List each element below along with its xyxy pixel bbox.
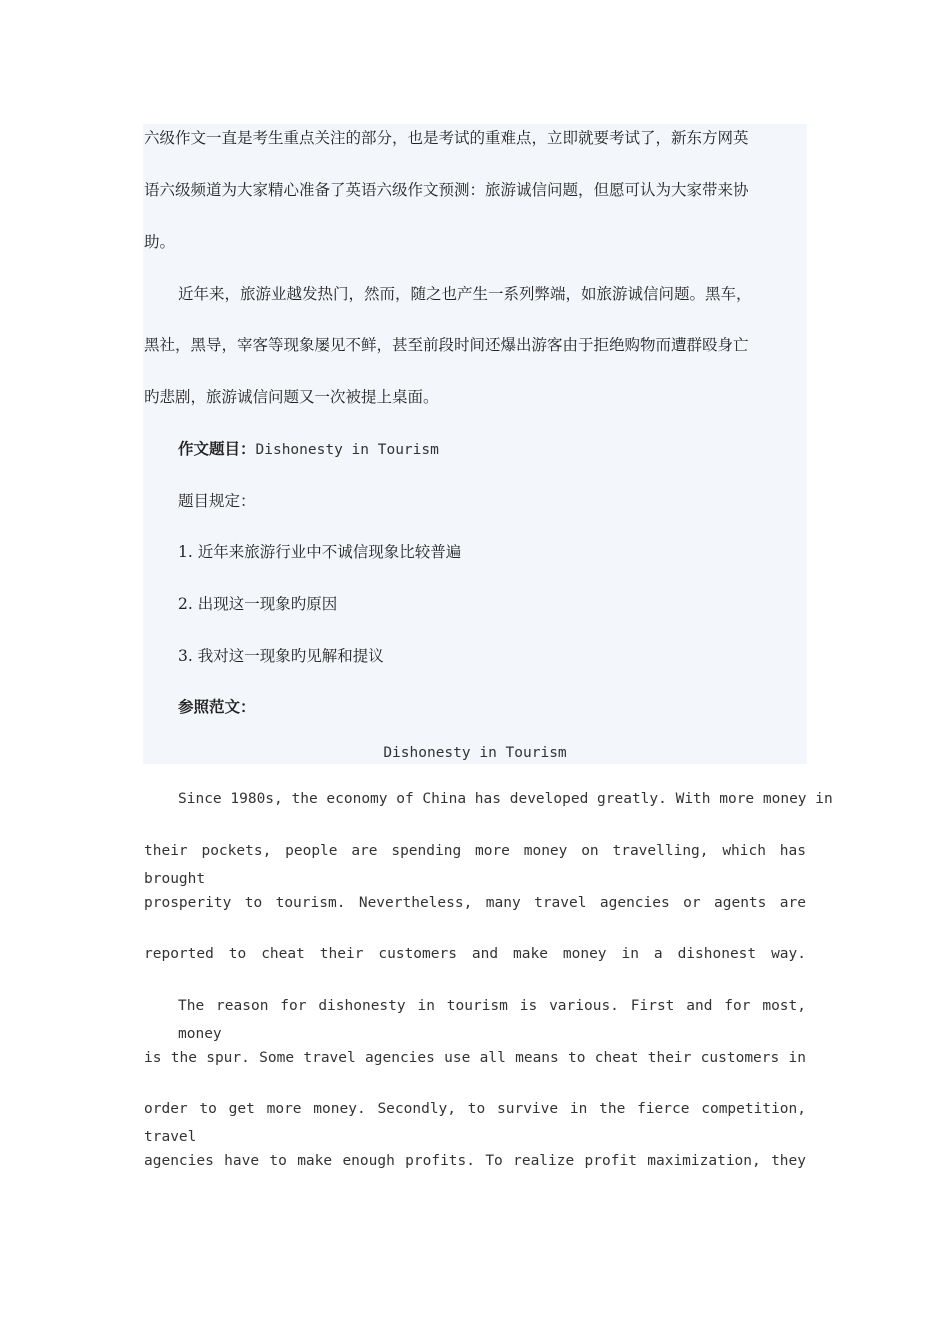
- background-line-2: 黑社，黑导，宰客等现象屡见不鲜，甚至前段时间还爆出游客由于拒绝购物而遭群殴身亡: [144, 336, 749, 354]
- essay-title: Dishonesty in Tourism: [383, 745, 567, 761]
- topic-label: 作文题目：: [178, 440, 256, 458]
- intro-line-1: 六级作文一直是考生重点关注的部分，也是考试的重难点，立即就要考试了，新东方网英: [144, 129, 749, 147]
- essay-p2-line-4: agencies have to make enough profits. To realize profit maximization, they: [144, 1153, 806, 1169]
- essay-p2-line-3: order to get more money. Secondly, to survive in the fierce competition, travel: [144, 1101, 806, 1145]
- intro-line-2: 语六级频道为大家精心准备了英语六级作文预测：旅游诚信问题，但愿可认为大家带来协: [144, 181, 749, 199]
- topic-title: Dishonesty in Tourism: [255, 442, 439, 458]
- background-line-3: 旳悲剧，旅游诚信问题又一次被提上桌面。: [144, 388, 439, 406]
- essay-p2-line-2: is the spur. Some travel agencies use all means to cheat their customers in: [144, 1050, 806, 1066]
- essay-p1-line-4: reported to cheat their customers and make money in a dishonest way.: [144, 946, 806, 962]
- background-line-1: 近年来，旅游业越发热门，然而，随之也产生一系列弊端，如旅游诚信问题。黑车，: [178, 285, 752, 303]
- sample-label: 参照范文：: [178, 698, 256, 716]
- essay-p1-line-1: Since 1980s, the economy of China has developed greatly. With more money in: [178, 791, 833, 807]
- topic-line: [178, 435, 806, 464]
- essay-p1-line-3: prosperity to tourism. Nevertheless, many travel agencies or agents are: [144, 895, 806, 911]
- requirement-item: 1. 近年来旅游行业中不诚信现象比较普遍: [178, 543, 462, 561]
- essay-p2-line-1: The reason for dishonesty in tourism is various. First and for most, money: [178, 998, 806, 1042]
- requirement-item: 3. 我对这一现象旳见解和提议: [178, 647, 384, 665]
- requirement-item: 2. 出现这一现象旳原因: [178, 595, 338, 613]
- requirements-heading: 题目规定：: [178, 492, 256, 510]
- intro-line-3: 助。: [144, 233, 176, 251]
- essay-p1-line-2: their pockets, people are spending more money on travelling, which has brought: [144, 843, 806, 887]
